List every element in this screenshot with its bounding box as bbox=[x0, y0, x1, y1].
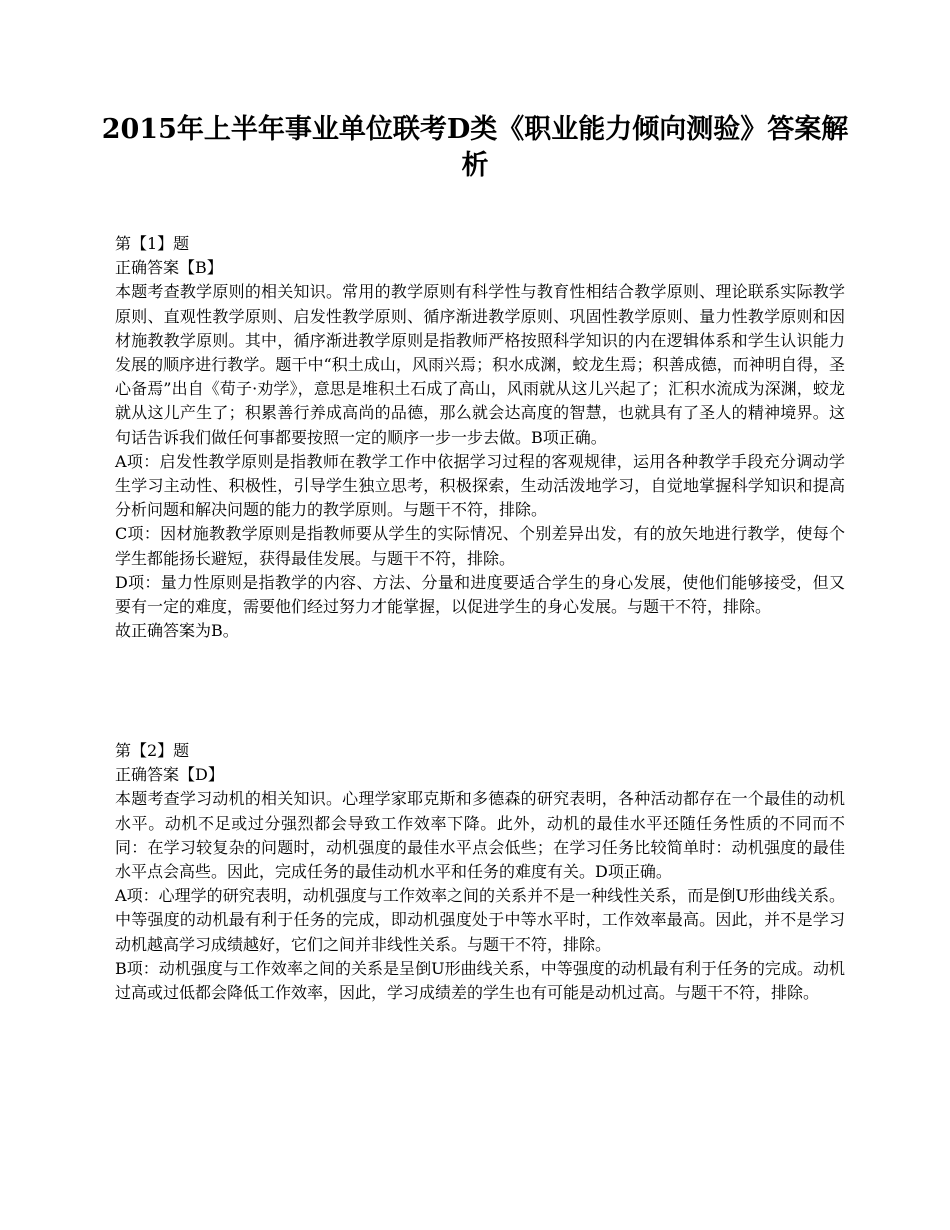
option-c-analysis: C项：因材施教教学原则是指教师要从学生的实际情况、个别差异出发，有的放矢地进行教学，使每个学生都能扬长避短，获得最佳发展。与题干不符，排除。 bbox=[115, 524, 845, 568]
question-2 bbox=[115, 739, 845, 1005]
correct-answer: 正确答案【B】 bbox=[115, 258, 223, 278]
option-b-analysis: B项：动机强度与工作效率之间的关系是呈倒U形曲线关系，中等强度的动机最有利于任务的完成。动机过高或过低都会降低工作效率，因此，学习成绩差的学生也有可能是动机过高。与题干不符，排除。 bbox=[115, 958, 845, 1003]
option-d-analysis: D项：量力性原则是指教学的内容、方法、分量和进度要适合学生的身心发展，使他们能够接受，但又要有一定的难度，需要他们经过努力才能掌握，以促进学生的身心发展。与题干不符，排除。 bbox=[115, 572, 845, 617]
correct-answer: 正确答案【D】 bbox=[115, 765, 224, 785]
question-heading: 第【2】题 bbox=[115, 741, 190, 760]
option-a-analysis: A项：启发性教学原则是指教师在教学工作中依据学习过程的客观规律，运用各种教学手段充分调动学生学习主动性、积极性，引导学生独立思考，积极探索，生动活泼地学习，自觉地掌握科学知识和提高分析问题和解决问题的能力的教学原则。与题干不符，排除。 bbox=[115, 451, 845, 520]
explanation-paragraph: 本题考查学习动机的相关知识。心理学家耶克斯和多德森的研究表明，各种活动都存在一个最佳的动机水平。动机不足或过分强烈都会导致工作效率下降。此外，动机的最佳水平还随任务性质的不同而不同：在学习较复杂的问题时，动机强度的最佳水平点会低些；在学习任务比较简单时：动机强度的最佳水平点会高些。因此，完成任务的最佳动机水平和任务的难度有关。D项正确。 bbox=[115, 789, 845, 882]
option-a-analysis: A项：心理学的研究表明，动机强度与工作效率之间的关系并不是一种线性关系，而是倒U形曲线关系。中等强度的动机最有利于任务的完成，即动机强度处于中等水平时，工作效率最高。因此，并不是学习动机越高学习成绩越好，它们之间并非线性关系。与题干不符，排除。 bbox=[115, 886, 845, 954]
explanation-paragraph: 本题考查教学原则的相关知识。常用的教学原则有科学性与教育性相结合教学原则、理论联系实际教学原则、直观性教学原则、启发性教学原则、循序渐进教学原则、巩固性教学原则、量力性教学原则和因材施教教学原则。其中，循序渐进教学原则是指教师严格按照科学知识的内在逻辑体系和学生认识能力发展的顺序进行教学。题干中“积土成山，风雨兴焉；积水成渊，蛟龙生焉；积善成德，而神明自得，圣心备焉”出自《荀子·劝学》，意思是堆积土石成了高山，风雨就从这儿兴起了；汇积水流成为深渊，蛟龙就从这儿产生了；积累善行养成高尚的品德，那么就会达高度的智慧，也就具有了圣人的精神境界。这句话告诉我们做任何事都要按照一定的顺序一步一步去做。B项正确。 bbox=[115, 282, 845, 447]
question-heading: 第【1】题 bbox=[115, 234, 190, 253]
question-1 bbox=[115, 232, 845, 643]
document-title: 2015年上半年事业单位联考D类《职业能力倾向测验》答案解析 bbox=[101, 114, 849, 181]
conclusion: 故正确答案为B。 bbox=[115, 621, 239, 641]
